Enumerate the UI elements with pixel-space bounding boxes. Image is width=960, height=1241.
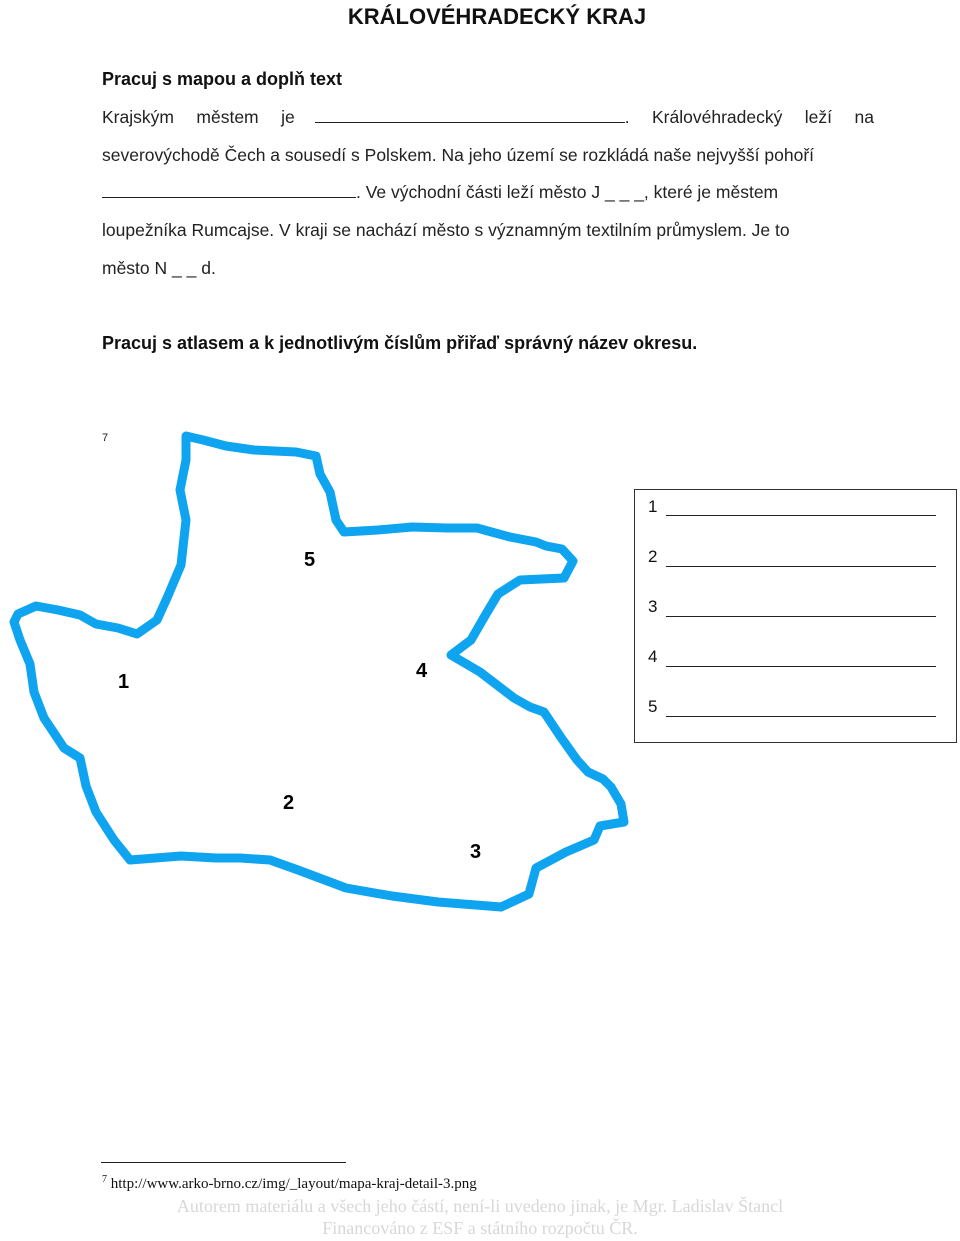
text-fragment: leží xyxy=(804,107,833,127)
footnote-marker: 7 xyxy=(102,432,109,444)
map-label-2: 2 xyxy=(283,792,295,814)
paragraph-line-4: loupežníka Rumcajse. V kraji se nachází město s významným textilním průmyslem. Je to xyxy=(102,220,790,240)
footnote-number: 7 xyxy=(102,1174,107,1185)
paragraph-line-3: . Ve východní části leží město J _ _ _, které je městem xyxy=(102,182,778,203)
answer-line-3[interactable] xyxy=(666,616,936,617)
footnote xyxy=(102,1174,477,1193)
footnote-url[interactable]: http://www.arko-brno.cz/img/_layout/mapa-kraj-detail-3.png xyxy=(110,1176,477,1192)
answer-line-4[interactable] xyxy=(666,666,936,667)
section-heading-atlas: Pracuj s atlasem a k jednotlivým číslům přiřaď správný název okresu. xyxy=(102,333,698,353)
answer-number-4: 4 xyxy=(648,647,658,666)
answer-line-1[interactable] xyxy=(666,515,936,516)
footer-author: Autorem materiálu a všech jeho částí, není-li uvedeno jinak, je Mgr. Ladislav Štancl xyxy=(176,1196,784,1216)
page-title: KRÁLOVÉHRADECKÝ KRAJ xyxy=(347,4,647,29)
answer-line-5[interactable] xyxy=(666,716,936,717)
text-fragment: na xyxy=(854,107,874,127)
answer-number-3: 3 xyxy=(648,597,658,616)
text-fragment: Krajským xyxy=(102,107,174,127)
map-label-5: 5 xyxy=(304,549,316,571)
paragraph-line-2: severovýchodě Čech a sousedí s Polskem. Na jeho území se rozkládá naše nejvyšší pohoří xyxy=(102,145,815,165)
map-label-1: 1 xyxy=(118,671,130,693)
footnote-divider xyxy=(101,1162,346,1163)
answer-box xyxy=(634,489,957,743)
text-fragment: je . xyxy=(281,107,630,127)
answer-line-2[interactable] xyxy=(666,566,936,567)
region-outline xyxy=(14,436,624,907)
map-label-3: 3 xyxy=(470,841,482,863)
map-label-4: 4 xyxy=(416,660,428,682)
footer-funding: Financováno z ESF a státního rozpočtu ČR. xyxy=(322,1218,638,1238)
answer-number-5: 5 xyxy=(648,697,658,716)
text-fragment: Královéhradecký xyxy=(652,107,783,127)
text-fragment: městem xyxy=(196,107,259,127)
answer-number-1: 1 xyxy=(648,497,658,516)
answer-number-2: 2 xyxy=(648,547,658,566)
paragraph-line-5: město N _ _ d. xyxy=(102,258,216,278)
section-heading-map: Pracuj s mapou a doplň text xyxy=(102,69,343,89)
